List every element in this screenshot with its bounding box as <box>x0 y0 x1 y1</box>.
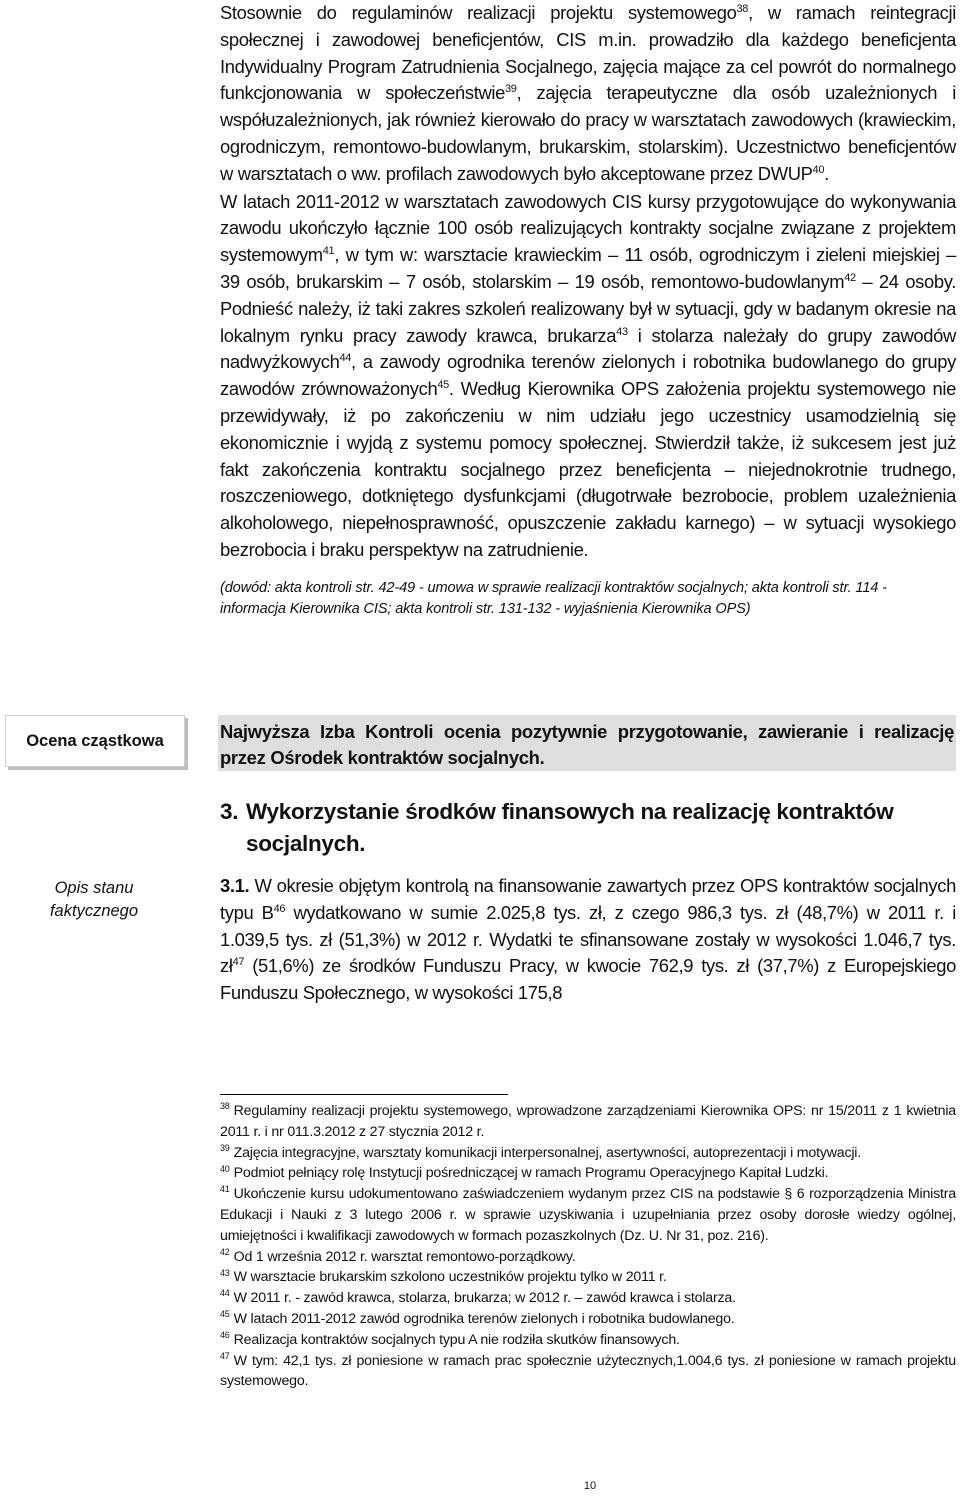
footnote-ref-38[interactable]: 38 <box>736 2 749 15</box>
footnote-ref-42[interactable]: 42 <box>844 271 856 284</box>
text-run: (51,6%) ze środków Funduszu Pracy, w kwocie 762,9 tys. zł (37,7%) z Europejskiego Funduszu Społecznego, w wysokości 175,8 <box>220 955 956 1004</box>
footnote-ref-41[interactable]: 41 <box>322 245 335 258</box>
footnote-ref-45[interactable]: 45 <box>437 379 449 392</box>
footnote-text: W warsztacie brukarskim szkolono uczestników projektu tylko w 2011 r. <box>233 1269 667 1286</box>
main-body-top <box>220 0 956 620</box>
footnote-number: 46 <box>220 1330 230 1341</box>
footnote-text: Zajęcia integracyjne, warsztaty komunikacji interpersonalnej, asertywności, autoprezentacji i motywacji. <box>233 1144 862 1161</box>
footnote-text: W 2011 r. - zawód krawca, stolarza, brukarza; w 2012 r. – zawód krawca i stolarza. <box>233 1290 736 1307</box>
opis-line1: Opis stanu <box>54 879 134 897</box>
footnote-ref-43[interactable]: 43 <box>616 325 628 338</box>
page-number: 10 <box>583 1480 597 1492</box>
footnote-number: 39 <box>220 1142 230 1153</box>
section-3-1 <box>220 873 956 1007</box>
footnote-39 <box>220 1143 956 1164</box>
evidence-note: (dowód: akta kontroli str. 42-49 - umowa w sprawie realizacji kontraktów socjalnych; akta kontroli str. 114 - informacja Kierownika CIS; akta kontroli str. 131-132 - wyjaśnienia Kierownika OPS) <box>220 579 887 617</box>
footnote-ref-39[interactable]: 39 <box>505 83 517 96</box>
footnote-42 <box>220 1247 956 1268</box>
footnote-text: Podmiot pełniący rolę Instytucji pośredniczącej w ramach Programu Operacyjnego Kapitał Ludzki. <box>233 1165 829 1182</box>
footnote-46 <box>220 1330 956 1351</box>
section-3-heading <box>220 796 956 860</box>
footnote-44 <box>220 1288 956 1309</box>
footnote-38 <box>220 1101 956 1143</box>
footnote-number: 38 <box>220 1101 230 1112</box>
text-run: . Według Kierownika OPS założenia projektu systemowego nie przewidywały, iż po zakończeniu w nim udziału jego uczestnicy usamodzielnią się ekonomicznie i wyjdą z systemu pomocy społecznej. Stwierdził także, iż sukcesem jest już fakt zakończenia kontraktu socjalnego przez beneficjenta – niejednokrotnie trudnego, roszczeniowego, dotkniętego dysfunkcjami (długotrwałe bezrobocie, problem uzależnienia alkoholowego, niepełnosprawność, opuszczenie zakładu karnego) – w sytuacji wysokiego bezrobocia i braku perspektyw na zatrudnienie. <box>220 378 956 560</box>
section-title-line1: Wykorzystanie środków finansowych na realizację kontraktów <box>246 799 894 824</box>
footnote-number: 42 <box>220 1246 230 1257</box>
text-run: wydatkowano w sumie 2.025,8 tys. zł, z czego 986,3 tys. zł (48,7%) w 2011 r. i 1.039,5 tys. zł (51,3%) w 2012 r. Wydatki te sfinansowane zostały w wysokości 1.046,7 tys. zł <box>220 901 956 977</box>
footnote-41 <box>220 1184 956 1246</box>
footnote-number: 47 <box>220 1350 230 1361</box>
footnote-number: 40 <box>220 1163 230 1174</box>
footnote-text: Realizacja kontraktów socjalnych typu A nie rodziła skutków finansowych. <box>233 1331 680 1348</box>
footnote-text: Regulaminy realizacji projektu systemowego, wprowadzone zarządzeniami Kierownika OPS: nr 15/2011 z 1 kwietnia 2011 r. i nr 011.3.2012 z 27 stycznia 2012 r. <box>220 1103 956 1140</box>
opis-stanu-faktycznego-label <box>0 877 188 923</box>
section-3-1-paragraph <box>220 873 956 1007</box>
text-run: , w ramach reintegracji społecznej i zawodowej beneficjentów, CIS m.in. prowadziło dla każdego beneficjenta Indywidualny Program Zatrudnienia Socjalnego, zajęcia mające za cel powrót do normalnego funkcjonowania w społeczeństwie <box>220 2 956 104</box>
text-run: Stosownie do regulaminów realizacji projektu systemowego <box>220 2 737 23</box>
text-run: i stolarza należały do grupy zawodów nadwyżkowych <box>220 324 956 373</box>
footnote-separator <box>220 1094 508 1095</box>
text-run: , w tym w: warsztacie krawieckim – 11 osób, ogrodniczym i zieleni miejskiej – 39 osób, brukarskim – 7 osób, stolarskim – 19 osób, remontowo-budowlanym <box>220 244 956 292</box>
footnote-text: Ukończenie kursu udokumentowano zaświadczeniem wydanym przez CIS na podstawie § 6 rozporządzenia Ministra Edukacji i Nauki z 3 lutego 2006 r. w sprawie uzyskiwania i uzupełniania przez osoby dorosłe wiedzy ogólnej, umiejętności i kwalifikacji zawodowych w formach pozaszkolnych (Dz. U. Nr 31, poz. 216). <box>220 1186 956 1244</box>
footnote-47 <box>220 1351 956 1393</box>
text-run: , a zawody ogrodnika terenów zielonych i robotnika budowlanego do grupy zawodów zrównoważonych <box>220 351 956 400</box>
text-run: – 24 osoby. Podnieść należy, iż taki zakres szkoleń realizowany był w sytuacji, gdy w badanym okresie na lokalnym rynku pracy zawody krawca, brukarza <box>220 270 956 346</box>
footnote-text: W tym: 42,1 tys. zł poniesione w ramach prac społecznie użytecznych,1.004,6 tys. zł poniesione w ramach projektu systemowego. <box>220 1352 956 1390</box>
footnote-number: 44 <box>220 1288 230 1299</box>
footnote-number: 45 <box>220 1309 230 1320</box>
footnote-40 <box>220 1163 956 1184</box>
footnote-ref-44[interactable]: 44 <box>339 352 352 365</box>
conclusion-box <box>218 715 956 771</box>
footnote-text: W latach 2011-2012 zawód ogrodnika terenów zielonych i robotnika budowlanego. <box>233 1310 735 1327</box>
ocena-czastkowa-box <box>5 715 185 767</box>
footnote-number: 41 <box>220 1184 230 1195</box>
section-number: 3. <box>220 799 239 824</box>
footnote-ref-47[interactable]: 47 <box>232 956 245 969</box>
ocena-czastkowa-label: Ocena cząstkowa <box>26 731 164 750</box>
paragraph-workshops-2011-2012 <box>220 189 956 564</box>
footnote-ref-46[interactable]: 46 <box>273 902 286 915</box>
text-run: W okresie objętym kontrolą na finansowanie zawartych przez OPS kontraktów socjalnych typu B <box>220 875 956 923</box>
subsection-number: 3.1. <box>220 875 250 896</box>
footnotes <box>220 1101 956 1392</box>
footnote-text: Od 1 września 2012 r. warsztat remontowo-porządkowy. <box>233 1248 576 1265</box>
footnote-45 <box>220 1309 956 1330</box>
section-title-line2: socjalnych. <box>246 831 366 856</box>
footnote-number: 43 <box>220 1267 230 1278</box>
text-run: . <box>824 162 829 184</box>
conclusion-text: Najwyższa Izba Kontroli ocenia pozytywnie przygotowanie, zawieranie i realizację przez Ośrodek kontraktów socjalnych. <box>220 721 954 768</box>
opis-line2: faktycznego <box>49 902 139 920</box>
text-run: , zajęcia terapeutyczne dla osób uzależnionych i współuzależnionych, jak również kierowało do pracy w warsztatach zawodowych (krawieckim, ogrodniczym, remontowo-budowlanym, brukarskim, stolarskim). Uczestnictwo beneficjentów w warsztatach o ww. profilach zawodowych było akceptowane przez DWUP <box>220 82 957 184</box>
paragraph-cis-activities <box>220 0 956 188</box>
text-run: W latach 2011-2012 w warsztatach zawodowych CIS kursy przygotowujące do wykonywania zawodu ukończyło łącznie 100 osób realizujących kontrakty socjalne związane z projektem systemowym <box>220 190 956 266</box>
footnote-43 <box>220 1267 956 1288</box>
footnote-ref-40[interactable]: 40 <box>812 163 825 176</box>
